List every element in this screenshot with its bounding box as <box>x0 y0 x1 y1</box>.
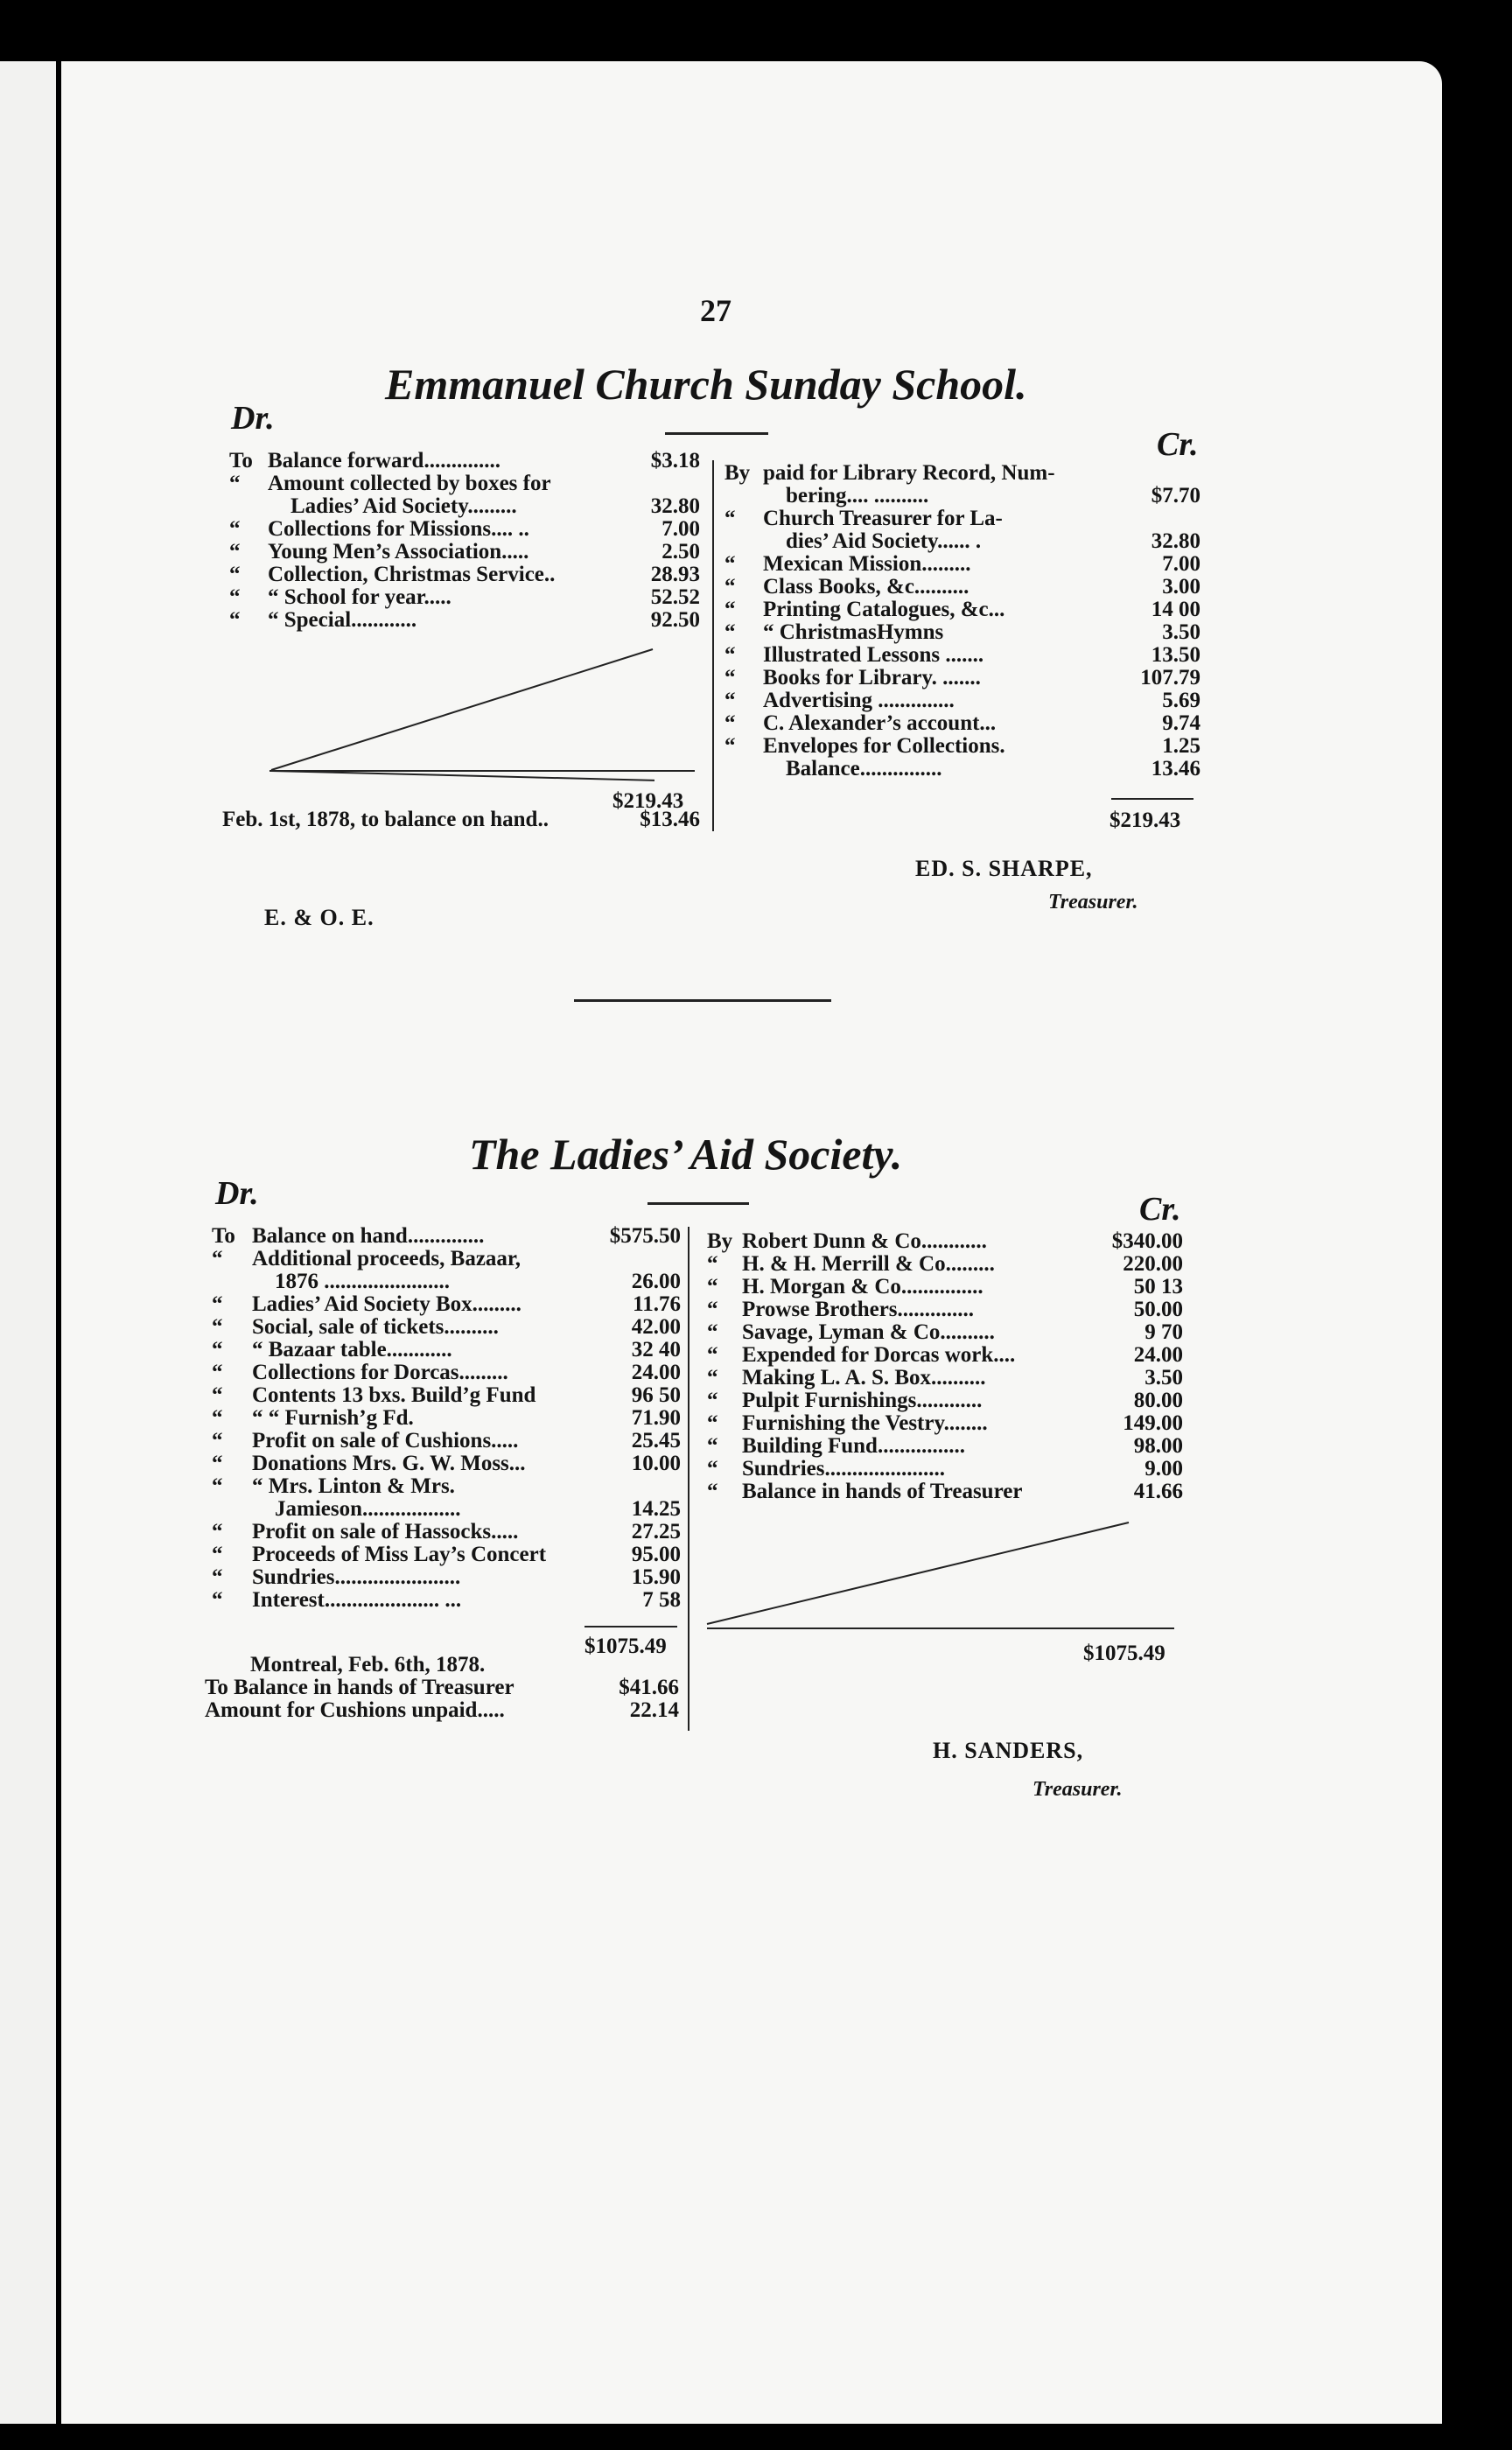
entry-label: paid for Library Record, Num- <box>763 461 1055 485</box>
entry-amount: 3.50 <box>1144 1366 1183 1390</box>
footer-label: Amount for Cushions unpaid..... <box>205 1698 505 1722</box>
entry-amount: 7.00 <box>1162 552 1200 576</box>
entry-prefix: “ <box>229 608 241 632</box>
entry-prefix: “ <box>707 1366 718 1390</box>
section-title-ladies-aid: The Ladies’ Aid Society. <box>469 1130 903 1179</box>
entry-label: Class Books, &c.......... <box>763 575 970 598</box>
entry-amount: 5.69 <box>1162 689 1200 712</box>
entry-label: Making L. A. S. Box.......... <box>742 1366 986 1390</box>
entry-label: Illustrated Lessons ....... <box>763 643 984 667</box>
cancel-stroke <box>270 646 654 786</box>
entry-label: dies’ Aid Society...... . <box>786 529 982 553</box>
entry-prefix: “ <box>707 1389 718 1412</box>
entry-prefix: “ <box>707 1457 718 1480</box>
page-number: 27 <box>700 293 732 328</box>
entry-amount: 32.80 <box>1151 529 1200 553</box>
entry-prefix: “ <box>212 1406 223 1430</box>
entry-amount: $7.70 <box>1151 484 1200 508</box>
entry-label: Ladies’ Aid Society Box......... <box>252 1292 522 1316</box>
entry-label: “ Special............ <box>268 608 417 632</box>
title-rule <box>648 1202 749 1205</box>
entry-label: Expended for Dorcas work.... <box>742 1343 1016 1367</box>
entry-prefix: “ <box>707 1298 718 1321</box>
entry-amount: 11.76 <box>633 1292 681 1316</box>
entry-prefix: “ <box>707 1434 718 1458</box>
errors-omissions-note: E. & O. E. <box>264 905 374 930</box>
entry-prefix: “ <box>724 552 736 576</box>
entry-amount: 41.66 <box>1133 1480 1183 1503</box>
credit-sum-rule <box>707 1628 1174 1629</box>
entry-prefix: “ <box>212 1543 223 1566</box>
entry-amount: 42.00 <box>631 1315 681 1339</box>
entry-label: Social, sale of tickets.......... <box>252 1315 499 1339</box>
entry-label: C. Alexander’s account... <box>763 711 997 735</box>
entry-label: “ Mrs. Linton & Mrs. <box>252 1474 455 1498</box>
entry-prefix: “ <box>707 1343 718 1367</box>
entry-label: Ladies’ Aid Society......... <box>290 494 517 518</box>
debit-label: Dr. <box>231 400 275 437</box>
entry-label: Interest..................... ... <box>252 1588 462 1612</box>
entry-label: bering.... .......... <box>786 484 929 508</box>
entry-amount: 32 40 <box>631 1338 681 1362</box>
entry-label: Profit on sale of Hassocks..... <box>252 1520 519 1544</box>
entry-amount: 71.90 <box>631 1406 681 1430</box>
entry-prefix: “ <box>724 598 736 621</box>
entry-amount: 13.46 <box>1151 757 1200 780</box>
entry-label: “ ChristmasHymns <box>763 620 944 644</box>
credit-sum-rule <box>1111 798 1194 800</box>
entry-amount: 107.79 <box>1140 666 1200 690</box>
entry-prefix: “ <box>212 1247 223 1270</box>
entry-amount: 14.25 <box>631 1497 681 1521</box>
entry-label: Balance forward.............. <box>268 449 500 472</box>
entry-amount: $3.18 <box>650 449 700 472</box>
entry-prefix: “ <box>724 666 736 690</box>
entry-prefix: “ <box>229 472 241 495</box>
debit-total: $219.43 <box>612 789 684 813</box>
entry-prefix: “ <box>229 585 241 609</box>
entry-prefix: “ <box>212 1383 223 1407</box>
entry-amount: 1.25 <box>1162 734 1200 758</box>
treasurer-role: Treasurer. <box>1032 1778 1123 1801</box>
entry-label: Young Men’s Association..... <box>268 540 529 564</box>
entry-prefix: “ <box>707 1320 718 1344</box>
treasurer-role: Treasurer. <box>1048 891 1138 914</box>
entry-amount: 50 13 <box>1133 1275 1183 1298</box>
entry-amount: 50.00 <box>1133 1298 1183 1321</box>
entry-label: Savage, Lyman & Co.......... <box>742 1320 995 1344</box>
entry-prefix: “ <box>724 620 736 644</box>
entry-amount: 10.00 <box>631 1452 681 1475</box>
entry-amount: 24.00 <box>631 1361 681 1384</box>
entry-label: Printing Catalogues, &c... <box>763 598 1005 621</box>
entry-prefix: “ <box>724 689 736 712</box>
entry-amount: 149.00 <box>1123 1411 1183 1435</box>
debit-sum-rule <box>584 1626 677 1628</box>
debit-sum-rule <box>270 770 695 772</box>
entry-amount: 92.50 <box>650 608 700 632</box>
entry-prefix: To <box>212 1224 235 1248</box>
entry-label: Balance on hand.............. <box>252 1224 485 1248</box>
entry-prefix: “ <box>212 1361 223 1384</box>
facing-page-edge <box>0 61 56 2424</box>
section-title-sunday-school: Emmanuel Church Sunday School. <box>385 360 1027 409</box>
column-divider <box>688 1227 690 1731</box>
entry-label: Envelopes for Collections. <box>763 734 1005 758</box>
entry-prefix: “ <box>212 1565 223 1589</box>
entry-amount: 15.90 <box>631 1565 681 1589</box>
footer-amount: $41.66 <box>619 1676 679 1699</box>
entry-prefix: “ <box>707 1411 718 1435</box>
entry-label: Furnishing the Vestry........ <box>742 1411 988 1435</box>
entry-label: Amount collected by boxes for <box>268 472 551 495</box>
treasurer-name: H. SANDERS, <box>933 1738 1084 1763</box>
debit-total: $1075.49 <box>584 1634 667 1658</box>
footer-label: To Balance in hands of Treasurer <box>205 1676 514 1699</box>
entry-label: Contents 13 bxs. Build’g Fund <box>252 1383 536 1407</box>
entry-amount: 95.00 <box>631 1543 681 1566</box>
entry-prefix: To <box>229 449 253 472</box>
entry-amount: 14 00 <box>1151 598 1200 621</box>
entry-amount: 27.25 <box>631 1520 681 1544</box>
entry-prefix: By <box>707 1229 733 1253</box>
entry-prefix: “ <box>212 1452 223 1475</box>
entry-label: Church Treasurer for La- <box>763 507 1003 530</box>
entry-prefix: By <box>724 461 751 485</box>
entry-prefix: “ <box>724 734 736 758</box>
debit-label: Dr. <box>215 1175 259 1212</box>
entry-prefix: “ <box>229 517 241 541</box>
entry-label: Building Fund................ <box>742 1434 965 1458</box>
entry-label: Collection, Christmas Service.. <box>268 563 556 586</box>
entry-amount: 98.00 <box>1133 1434 1183 1458</box>
entry-label: H. & H. Merrill & Co......... <box>742 1252 995 1276</box>
entry-amount: 3.50 <box>1162 620 1200 644</box>
entry-amount: 3.00 <box>1162 575 1200 598</box>
entry-amount: 7.00 <box>662 517 700 541</box>
entry-amount: 26.00 <box>631 1270 681 1293</box>
credit-label: Cr. <box>1139 1191 1181 1228</box>
entry-prefix: “ <box>212 1315 223 1339</box>
entry-amount: 9.00 <box>1144 1457 1183 1480</box>
entry-prefix: “ <box>212 1429 223 1452</box>
entry-amount: 2.50 <box>662 540 700 564</box>
footer-label: Montreal, Feb. 6th, 1878. <box>250 1653 486 1676</box>
entry-amount: 9 70 <box>1144 1320 1183 1344</box>
entry-label: Books for Library. ....... <box>763 666 981 690</box>
footer-amount: 22.14 <box>629 1698 679 1722</box>
entry-label: Jamieson.................. <box>275 1497 461 1521</box>
entry-label: Donations Mrs. G. W. Moss... <box>252 1452 526 1475</box>
entry-prefix: “ <box>707 1275 718 1298</box>
entry-prefix: “ <box>229 540 241 564</box>
credit-label: Cr. <box>1157 426 1199 463</box>
entry-prefix: “ <box>724 643 736 667</box>
entry-amount: 24.00 <box>1133 1343 1183 1367</box>
entry-prefix: “ <box>724 575 736 598</box>
entry-prefix: “ <box>212 1474 223 1498</box>
entry-label: Advertising .............. <box>763 689 955 712</box>
title-rule <box>665 432 768 435</box>
entry-label: Mexican Mission......... <box>763 552 971 576</box>
entry-label: Robert Dunn & Co............ <box>742 1229 987 1253</box>
entry-label: Pulpit Furnishings............ <box>742 1389 983 1412</box>
entry-label: Prowse Brothers.............. <box>742 1298 975 1321</box>
entry-label: 1876 ....................... <box>275 1270 450 1293</box>
entry-amount: 13.50 <box>1151 643 1200 667</box>
entry-prefix: “ <box>212 1292 223 1316</box>
entry-amount: 52.52 <box>650 585 700 609</box>
credit-total: $1075.49 <box>1083 1642 1166 1665</box>
entry-prefix: “ <box>724 507 736 530</box>
entry-label: Sundries...................... <box>742 1457 945 1480</box>
entry-prefix: “ <box>212 1520 223 1544</box>
entry-amount: 7 58 <box>642 1588 681 1612</box>
balance-amount: $13.46 <box>640 808 700 831</box>
treasurer-name: ED. S. SHARPE, <box>915 856 1093 881</box>
entry-amount: $340.00 <box>1111 1229 1183 1253</box>
entry-amount: 25.45 <box>631 1429 681 1452</box>
entry-amount: 220.00 <box>1123 1252 1183 1276</box>
entry-amount: 32.80 <box>650 494 700 518</box>
entry-amount: 80.00 <box>1133 1389 1183 1412</box>
entry-amount: 28.93 <box>650 563 700 586</box>
entry-label: Collections for Dorcas......... <box>252 1361 508 1384</box>
entry-label: H. Morgan & Co............... <box>742 1275 984 1298</box>
entry-prefix: “ <box>707 1480 718 1503</box>
entry-label: Profit on sale of Cushions..... <box>252 1429 519 1452</box>
entry-prefix: “ <box>229 563 241 586</box>
entry-label: Balance in hands of Treasurer <box>742 1480 1023 1503</box>
cancel-stroke <box>705 1519 1178 1633</box>
entry-prefix: “ <box>212 1588 223 1612</box>
balance-label: Feb. 1st, 1878, to balance on hand.. <box>222 808 549 831</box>
entry-label: Sundries....................... <box>252 1565 461 1589</box>
entry-label: Proceeds of Miss Lay’s Concert <box>252 1543 547 1566</box>
entry-amount: 9.74 <box>1162 711 1200 735</box>
credit-total: $219.43 <box>1110 808 1181 832</box>
entry-amount: $575.50 <box>609 1224 681 1248</box>
entry-prefix: “ <box>212 1338 223 1362</box>
entry-label: Balance............... <box>786 757 942 780</box>
entry-label: “ Bazaar table............ <box>252 1338 452 1362</box>
entry-prefix: “ <box>724 711 736 735</box>
entry-label: Additional proceeds, Bazaar, <box>252 1247 521 1270</box>
entry-label: “ “ Furnish’g Fd. <box>252 1406 414 1430</box>
entry-prefix: “ <box>707 1252 718 1276</box>
entry-label: “ School for year..... <box>268 585 452 609</box>
section-separator <box>574 999 831 1002</box>
entry-label: Collections for Missions.... .. <box>268 517 529 541</box>
entry-amount: 96 50 <box>631 1383 681 1407</box>
column-divider <box>712 460 714 831</box>
